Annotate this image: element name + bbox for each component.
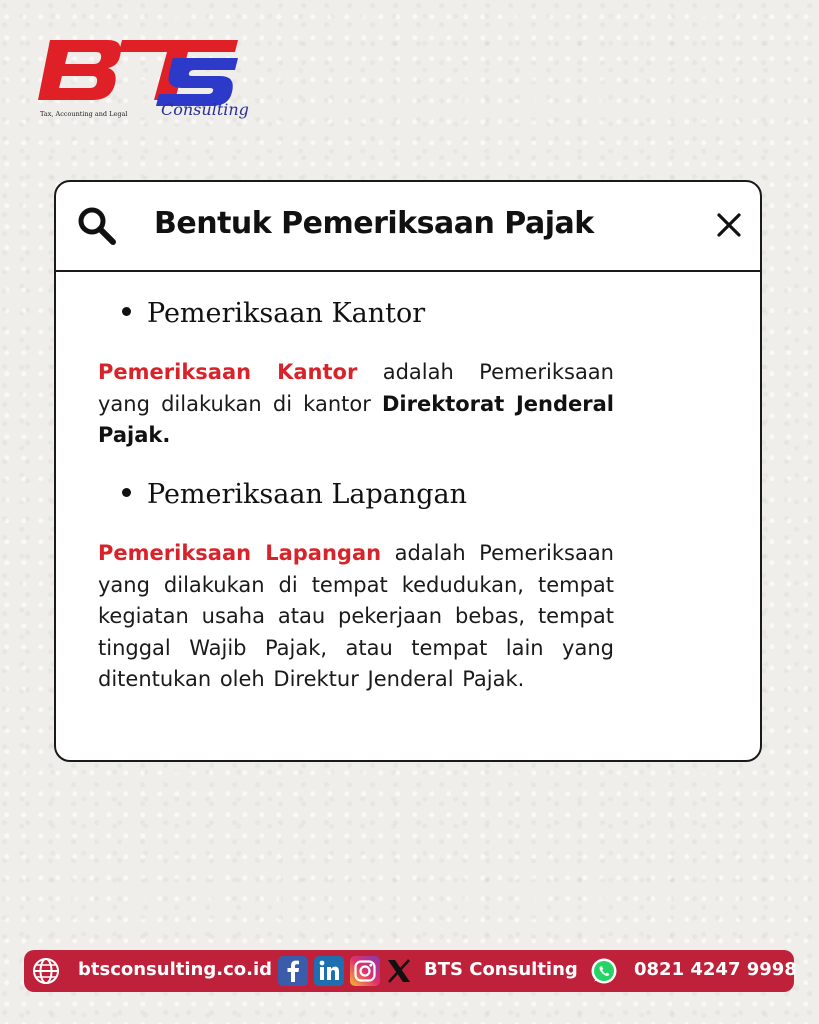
- whatsapp-icon[interactable]: [589, 956, 619, 986]
- search-card: [54, 180, 762, 762]
- paragraph-text: adalah Pemeriksaan yang dilakukan di tempat kedudukan, tempat kegiatan usaha atau pekerjaan bebas, tempat tinggal Wajib Pajak, atau tempat lain yang ditentukan oleh Direktur Jenderal Pajak.: [98, 541, 614, 691]
- x-icon[interactable]: [384, 956, 414, 986]
- bold-term: Direktorat Jenderal Pajak.: [98, 391, 615, 447]
- section-heading-kantor: [122, 298, 425, 329]
- heading-text: Pemeriksaan Lapangan: [147, 479, 468, 510]
- page-title: Bentuk Pemeriksaan Pajak: [154, 206, 594, 241]
- highlight-term: Pemeriksaan Kantor: [98, 360, 358, 384]
- bts-logo: [38, 36, 249, 128]
- bullet-icon: [122, 307, 131, 316]
- brand-name: BTS Consulting: [424, 959, 578, 980]
- highlight-term: Pemeriksaan Lapangan: [98, 541, 382, 565]
- bullet-icon: [122, 488, 131, 497]
- section-heading-lapangan: [122, 479, 467, 510]
- website-link[interactable]: btsconsulting.co.id: [78, 959, 272, 980]
- instagram-icon[interactable]: [350, 956, 380, 986]
- phone-number[interactable]: 0821 4247 9998: [634, 959, 797, 980]
- heading-text: Pemeriksaan Kantor: [147, 298, 426, 329]
- close-icon[interactable]: [716, 212, 742, 238]
- linkedin-icon[interactable]: [314, 956, 344, 986]
- paragraph-lapangan: [98, 538, 614, 696]
- paragraph-kantor: [98, 357, 614, 452]
- bts-logo-mark: [38, 36, 243, 110]
- paragraph-text: adalah Pemeriksaan yang dilakukan di kantor: [98, 360, 614, 416]
- footer-bar: [24, 950, 797, 992]
- logo-tagline: Tax, Accounting and Legal: [40, 110, 128, 118]
- search-icon[interactable]: [76, 205, 118, 247]
- logo-subtitle: Consulting: [161, 100, 249, 119]
- facebook-icon[interactable]: [278, 956, 308, 986]
- search-bar[interactable]: [56, 182, 760, 272]
- globe-icon: [32, 957, 60, 985]
